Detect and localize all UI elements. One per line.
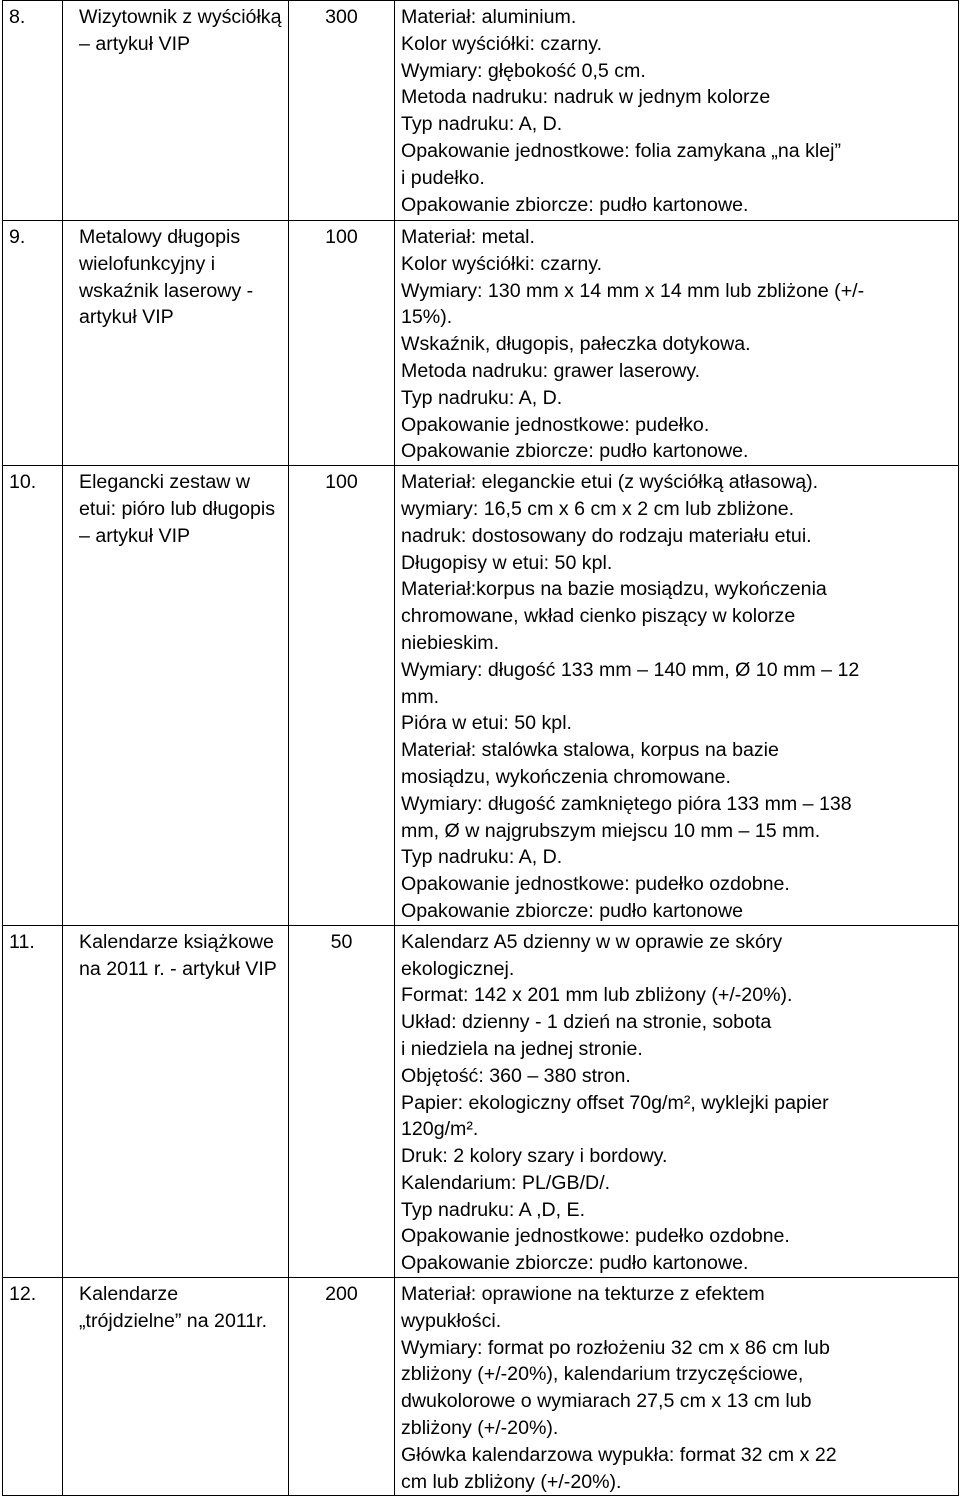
description-line: Materiał: oprawione na tekturze z efektem <box>401 1283 765 1306</box>
description-line: Układ: dzienny - 1 dzień na stronie, sobota <box>401 1011 772 1034</box>
description-line: wypukłości. <box>401 1309 502 1332</box>
description-line: Opakowanie zbiorcze: pudło kartonowe. <box>401 193 749 216</box>
item-name: Kalendarze książkowe na 2011 r. - artykuł VIP <box>79 930 277 980</box>
item-name: Kalendarze „trójdzielne” na 2011r. <box>79 1283 268 1332</box>
description-line: Wskaźnik, długopis, pałeczka dotykowa. <box>401 333 751 356</box>
item-name-cell <box>63 925 289 1277</box>
description-line: Typ nadruku: A, D. <box>401 113 563 136</box>
description-line: mm. <box>401 685 440 708</box>
item-quantity: 100 <box>325 471 358 494</box>
item-number: 8. <box>9 6 26 28</box>
item-description <box>401 926 958 1277</box>
description-line: Kalendarz A5 dzienny w w oprawie ze skóry <box>401 930 783 953</box>
item-name-cell <box>63 1 289 221</box>
description-line: i niedziela na jednej stronie. <box>401 1037 643 1060</box>
description-line: Objętość: 360 – 380 stron. <box>401 1064 631 1087</box>
item-name-cell <box>63 221 289 466</box>
description-line: Wymiary: długość zamkniętego pióra 133 mm – 138 <box>401 792 852 815</box>
item-description <box>401 1278 958 1495</box>
description-line: Materiał:korpus na bazie mosiądzu, wykończenia <box>401 578 827 601</box>
document-page <box>2 0 958 1493</box>
description-line: Kalendarium: PL/GB/D/. <box>401 1171 611 1194</box>
item-description <box>401 466 958 925</box>
description-line: Opakowanie jednostkowe: pudełko ozdobne. <box>401 1225 790 1248</box>
item-number-cell <box>3 221 63 466</box>
description-line: Druk: 2 kolory szary i bordowy. <box>401 1145 668 1168</box>
description-line: Kolor wyściółki: czarny. <box>401 32 603 55</box>
item-name-cell <box>63 1278 289 1496</box>
description-line: Opakowanie jednostkowe: pudełko ozdobne. <box>401 873 790 896</box>
description-line: Opakowanie zbiorcze: pudło kartonowe <box>401 899 744 922</box>
description-line: Papier: ekologiczny offset 70g/m², wyklejki papier <box>401 1091 829 1114</box>
description-line: Format: 142 x 201 mm lub zbliżony (+/-20%). <box>401 984 793 1007</box>
item-description <box>401 1 958 218</box>
description-line: Opakowanie jednostkowe: pudełko. <box>401 413 710 436</box>
item-description-cell <box>395 1 959 221</box>
description-line: 120g/m². <box>401 1118 479 1141</box>
description-line: Wymiary: format po rozłożeniu 32 cm x 86 cm lub <box>401 1336 830 1359</box>
product-spec-table <box>2 0 959 1496</box>
item-quantity: 50 <box>330 930 353 953</box>
item-quantity-cell <box>289 221 395 466</box>
item-description-cell <box>395 1278 959 1496</box>
description-line: mm, Ø w najgrubszym miejscu 10 mm – 15 mm. <box>401 819 821 842</box>
item-quantity: 100 <box>325 226 358 248</box>
description-line: Typ nadruku: A ,D, E. <box>401 1198 586 1221</box>
item-quantity-cell <box>289 1278 395 1496</box>
table-row <box>3 1278 959 1496</box>
item-number-cell <box>3 925 63 1277</box>
item-description-cell <box>395 466 959 926</box>
item-quantity: 200 <box>325 1283 358 1306</box>
description-line: Opakowanie zbiorcze: pudło kartonowe. <box>401 440 749 463</box>
description-line: dwukolorowe o wymiarach 27,5 cm x 13 cm lub <box>401 1390 812 1413</box>
description-line: Wymiary: głębokość 0,5 cm. <box>401 59 646 82</box>
description-line: Wymiary: 130 mm x 14 mm x 14 mm lub zbliżone (+/- <box>401 279 865 302</box>
description-line: niebieskim. <box>401 631 500 654</box>
item-name: Wizytownik z wyściółką – artykuł VIP <box>79 6 282 55</box>
description-line: Materiał: aluminium. <box>401 6 577 28</box>
description-line: Metoda nadruku: nadruk w jednym kolorze <box>401 86 771 109</box>
description-line: ekologicznej. <box>401 957 515 980</box>
table-body <box>3 1 959 1496</box>
table-row <box>3 221 959 466</box>
item-description <box>401 221 958 465</box>
description-line: mosiądzu, wykończenia chromowane. <box>401 765 731 788</box>
description-line: Metoda nadruku: grawer laserowy. <box>401 359 701 382</box>
description-line: wymiary: 16,5 cm x 6 cm x 2 cm lub zbliżone. <box>401 497 795 520</box>
description-line: Typ nadruku: A, D. <box>401 386 563 409</box>
description-line: Opakowanie jednostkowe: folia zamykana „na klej” <box>401 139 841 162</box>
description-line: chromowane, wkład cienko piszący w kolorze <box>401 605 796 628</box>
item-name: Elegancki zestaw w etui: pióro lub długopis – artykuł VIP <box>79 471 276 547</box>
item-number-cell <box>3 466 63 926</box>
description-line: Materiał: metal. <box>401 226 535 248</box>
description-line: Główka kalendarzowa wypukła: format 32 cm x 22 <box>401 1443 837 1466</box>
table-row <box>3 466 959 926</box>
item-number-cell <box>3 1 63 221</box>
description-line: Opakowanie zbiorcze: pudło kartonowe. <box>401 1252 749 1275</box>
item-quantity: 300 <box>325 6 358 28</box>
item-quantity-cell <box>289 925 395 1277</box>
item-number-cell <box>3 1278 63 1496</box>
description-line: Materiał: eleganckie etui (z wyściółką atłasową). <box>401 471 819 494</box>
item-quantity-cell <box>289 1 395 221</box>
description-line: Kolor wyściółki: czarny. <box>401 252 603 275</box>
item-number: 12. <box>9 1283 37 1306</box>
description-line: nadruk: dostosowany do rodzaju materiału etui. <box>401 524 812 547</box>
description-line: Typ nadruku: A, D. <box>401 846 563 869</box>
description-line: cm lub zbliżony (+/-20%). <box>401 1470 622 1493</box>
item-quantity-cell <box>289 466 395 926</box>
description-line: zbliżony (+/-20%), kalendarium trzyczęściowe, <box>401 1363 804 1386</box>
item-name: Metalowy długopis wielofunkcyjny i wskaźnik laserowy - artykuł VIP <box>79 226 254 329</box>
description-line: 15%). <box>401 306 453 329</box>
description-line: i pudełko. <box>401 166 485 189</box>
item-name-cell <box>63 466 289 926</box>
item-number: 10. <box>9 471 37 494</box>
description-line: Materiał: stalówka stalowa, korpus na bazie <box>401 739 779 762</box>
table-row <box>3 1 959 221</box>
item-description-cell <box>395 221 959 466</box>
description-line: Wymiary: długość 133 mm – 140 mm, Ø 10 mm – 12 <box>401 658 860 681</box>
description-line: Pióra w etui: 50 kpl. <box>401 712 572 735</box>
table-row <box>3 925 959 1277</box>
description-line: Długopisy w etui: 50 kpl. <box>401 551 613 574</box>
item-number: 9. <box>9 226 26 248</box>
item-description-cell <box>395 925 959 1277</box>
item-number: 11. <box>9 930 35 953</box>
description-line: zbliżony (+/-20%). <box>401 1417 559 1440</box>
